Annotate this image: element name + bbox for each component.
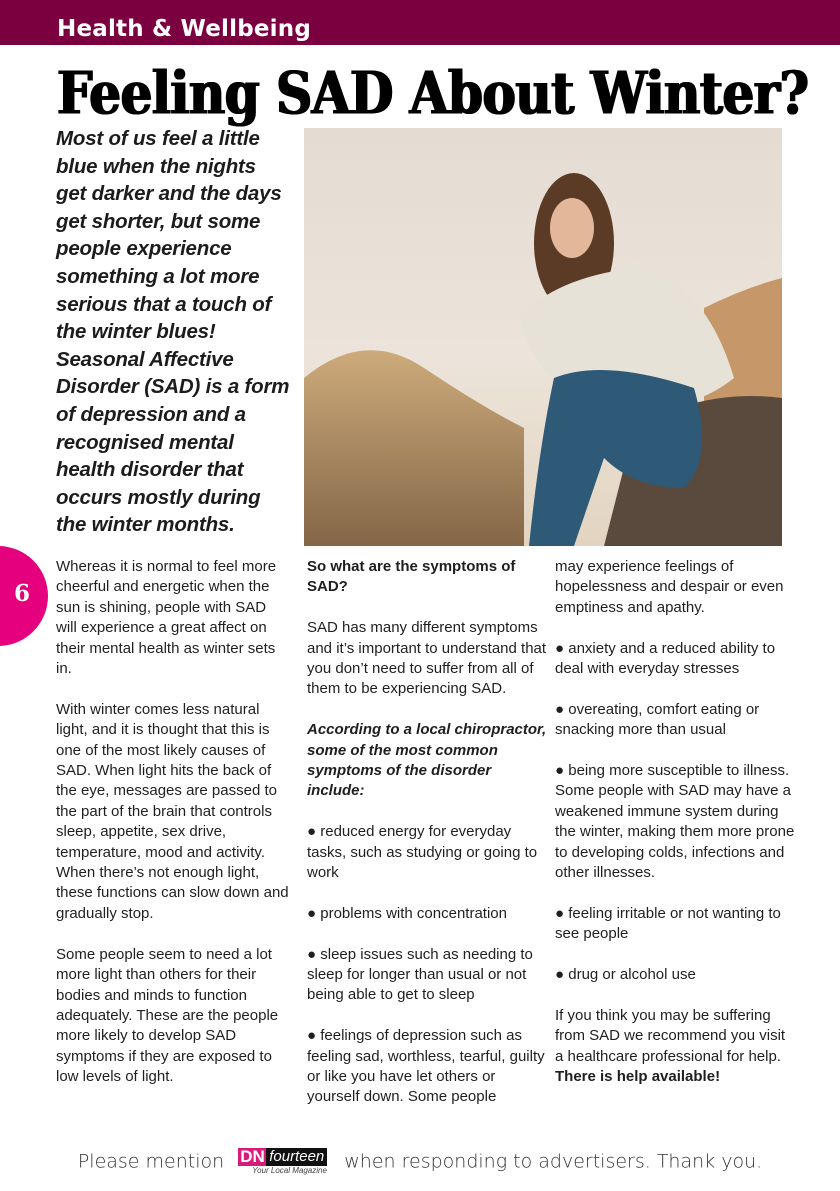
bullet-icon: ● xyxy=(555,904,565,922)
body-column-1 xyxy=(56,557,291,1108)
closing-paragraph: If you think you may be suffering from SAD we recommend you visit a healthcare professional for help. There is help available! xyxy=(555,1006,786,1086)
symptom-bullet: ● overeating, comfort eating or snacking more than usual xyxy=(555,700,760,739)
intro-paragraph: Most of us feel a little blue when the nights get darker and the days get shorter, but some people experience something a lot more serious that a touch of the winter blues! Seasonal Affective Disorder (SAD) is a form of depression and a recognised mental health disorder that occurs mostly during the winter months. xyxy=(56,127,290,537)
symptom-bullet: ● reduced energy for everyday tasks, such as studying or going to work xyxy=(307,823,538,882)
bullet-icon: ● xyxy=(555,762,565,780)
body-paragraph: Some people seem to need a lot more light than others for their bodies and minds to function adequately. These are the people more likely to develop SAD symptoms if they are exposed to low levels of light. xyxy=(56,945,279,1086)
help-available-text: There is help available! xyxy=(555,1068,721,1086)
bullet-icon: ● xyxy=(307,904,317,922)
symptom-bullet: ● feelings of depression such as feeling sad, worthless, tearful, guilty or like you have let others or yourself down. Some people xyxy=(307,1027,545,1106)
body-paragraph: SAD has many different symptoms and it’s important to understand that you don’t need to suffer from all of them to be experiencing SAD. xyxy=(307,619,547,698)
symptoms-heading: So what are the symptoms of SAD? xyxy=(307,558,516,596)
bullet-icon: ● xyxy=(307,1027,317,1045)
symptoms-lead: According to a local chiropractor, some of the most common symptoms of the disorder include: xyxy=(307,721,547,800)
symptom-bullet: ● sleep issues such as needing to sleep for longer than usual or not being able to get to sleep xyxy=(307,945,533,1004)
woman-sitting-in-grass-image xyxy=(304,128,782,546)
bullet-icon: ● xyxy=(307,945,317,963)
body-paragraph: may experience feelings of hopelessness and despair or even emptiness and apathy. xyxy=(555,558,784,616)
symptom-bullet: ● being more susceptible to illness. Some people with SAD may have a weakened immune system during the winter, making them more prone to developing colds, infections and other illnesses. xyxy=(555,762,795,882)
bullet-icon: ● xyxy=(555,966,565,984)
body-column-2 xyxy=(307,557,547,1128)
symptom-bullet: ● feeling irritable or not wanting to see people xyxy=(555,904,781,943)
symptom-bullet: ● drug or alcohol use xyxy=(555,966,696,984)
article-photo xyxy=(304,128,782,546)
symptom-bullet: ● problems with concentration xyxy=(307,904,507,922)
dnfourteen-logo: DN fourteen Your Local Magazine xyxy=(240,1147,327,1175)
footer: Please mention DN fourteen Your Local Magazine when responding to advertisers. Thank you. xyxy=(77,1147,763,1175)
bullet-icon: ● xyxy=(555,639,565,657)
bullet-icon: ● xyxy=(555,700,565,718)
article-title: Feeling SAD About Winter? xyxy=(57,57,809,128)
page-number: 6 xyxy=(14,580,31,607)
section-label: Health & Wellbeing xyxy=(57,16,311,42)
symptom-bullet: ● anxiety and a reduced ability to deal with everyday stresses xyxy=(555,639,776,678)
body-column-3 xyxy=(555,557,795,1108)
body-paragraph: With winter comes less natural light, and it is thought that this is one of the most likely causes of SAD. When light hits the back of the eye, messages are passed to the part of the brain that controls sleep, appetite, sex drive, temperature, mood and activity. When there’s not enough light, these functions can slow down and gradually stop. xyxy=(56,700,289,922)
body-paragraph: Whereas it is normal to feel more cheerful and energetic when the sun is shining, people with SAD will experience a great affect on their mental health as winter sets in. xyxy=(56,558,277,678)
bullet-icon: ● xyxy=(307,823,317,841)
